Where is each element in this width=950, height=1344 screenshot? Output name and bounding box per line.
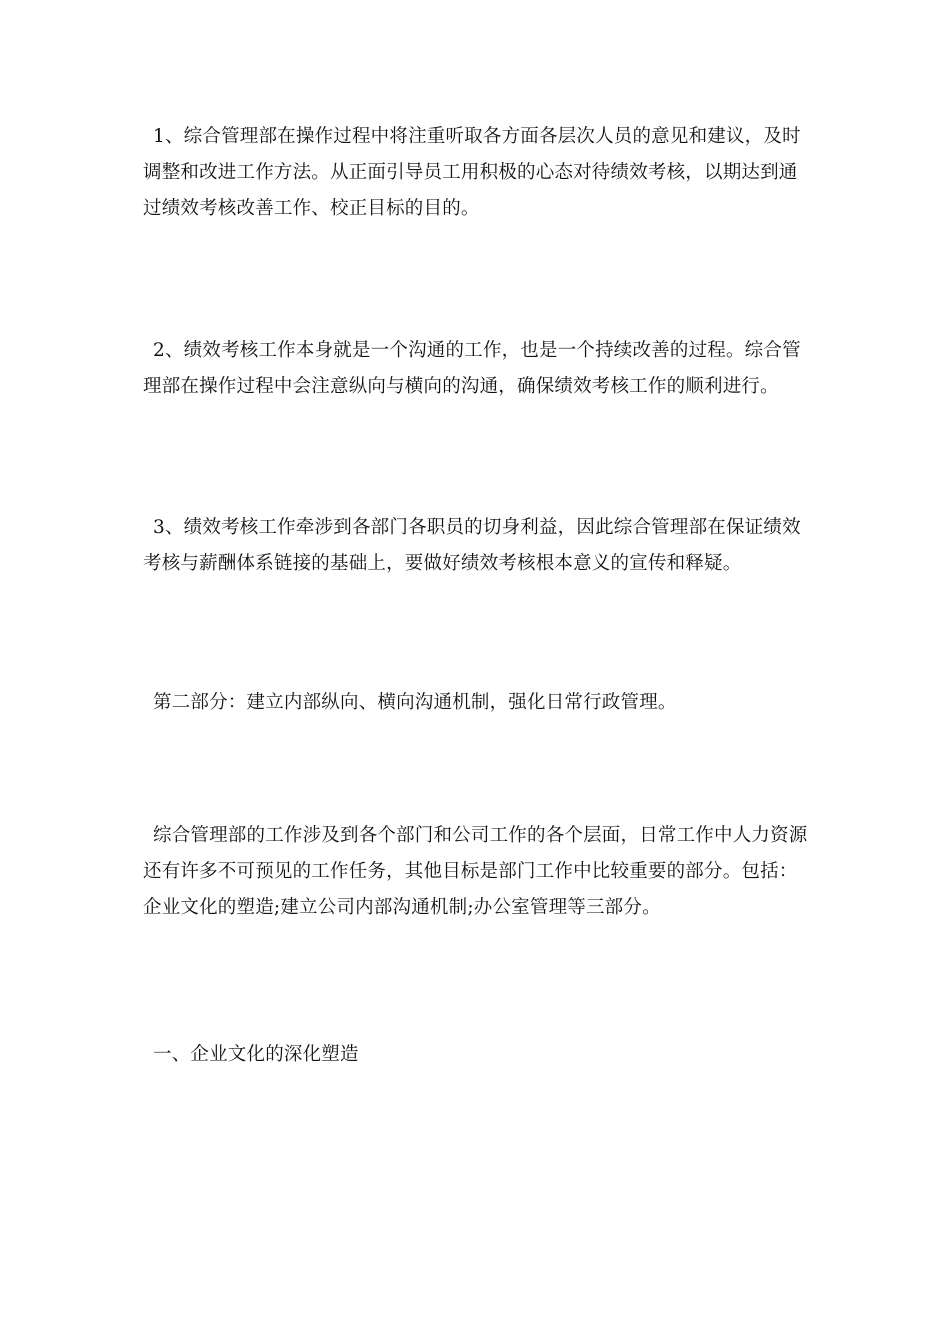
paragraph-section-intro: 综合管理部的工作涉及到各个部门和公司工作的各个层面，日常工作中人力资源还有许多不可预见的工作任务，其他目标是部门工作中比较重要的部分。包括：企业文化的塑造;建立公司内部沟通机制;办公室管理等三部分。 xyxy=(143,825,808,918)
section-heading-part-two: 第二部分：建立内部纵向、横向沟通机制，强化日常行政管理。 xyxy=(153,692,677,713)
paragraph-item-3: 3、绩效考核工作牵涉到各部门各职员的切身利益，因此综合管理部在保证绩效考核与薪酬体系链接的基础上，要做好绩效考核根本意义的宣传和释疑。 xyxy=(143,517,801,574)
subsection-heading-culture: 一、企业文化的深化塑造 xyxy=(153,1044,359,1065)
paragraph-item-1: 1、综合管理部在操作过程中将注重听取各方面各层次人员的意见和建议，及时调整和改进工作方法。从正面引导员工用积极的心态对待绩效考核，以期达到通过绩效考核改善工作、校正目标的目的。 xyxy=(143,126,801,219)
paragraph-item-2: 2、绩效考核工作本身就是一个沟通的工作，也是一个持续改善的过程。综合管理部在操作过程中会注意纵向与横向的沟通，确保绩效考核工作的顺利进行。 xyxy=(143,340,801,397)
